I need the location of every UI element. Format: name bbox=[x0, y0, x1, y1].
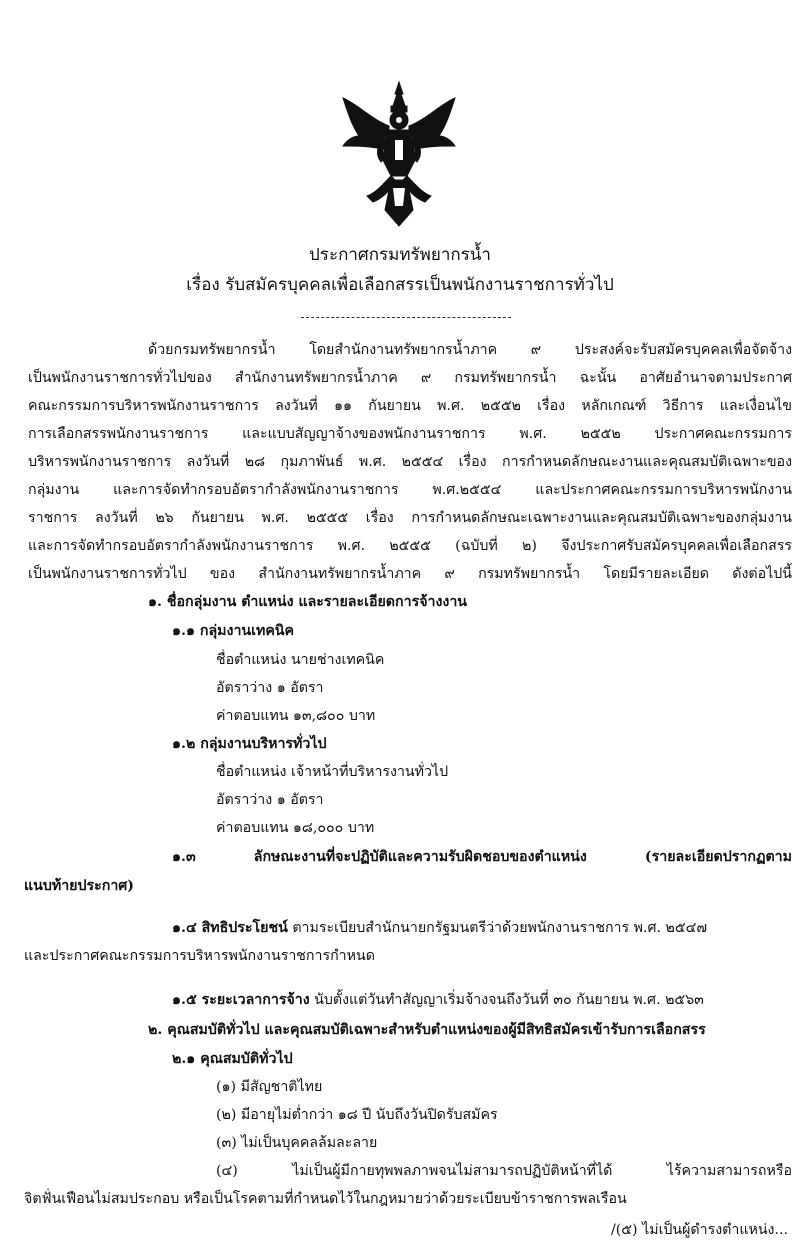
group2-heading: ๑.๒ กลุ่มงานบริหารทั่วไป bbox=[172, 736, 327, 752]
group2-position: ชื่อตำแหน่ง เจ้าหน้าที่บริหารงานทั่วไป bbox=[216, 764, 449, 780]
section2-heading: ๒. คุณสมบัติทั่วไป และคุณสมบัติเฉพาะสำหรับตำแหน่งของผู้มีสิทธิสมัครเข้ารับการเลือกสรร bbox=[148, 1022, 706, 1038]
qualification-item: (๔) ไม่เป็นผู้มีกายทุพพลภาพจนไม่สามารถปฏิบัติหน้าที่ได้ ไร้ความสามารถหรือ bbox=[216, 1163, 792, 1179]
group1-pay: ค่าตอบแทน ๑๓,๘๐๐ บาท bbox=[216, 708, 376, 724]
item15-label: ๑.๕ ระยะเวลาการจ้าง bbox=[172, 992, 310, 1008]
qualification-item-cont: จิตฟั่นเฟือนไม่สมประกอบ หรือเป็นโรคตามที่กำหนดไว้ในกฎหมายว่าด้วยระเบียบข้าราชการพลเรือน bbox=[24, 1191, 627, 1207]
item14-body: ตามระเบียบสำนักนายกรัฐมนตรีว่าด้วยพนักงานราชการ พ.ศ. ๒๕๔๗ bbox=[287, 920, 708, 936]
section2-sub-heading: ๒.๑ คุณสมบัติทั่วไป bbox=[172, 1051, 293, 1067]
intro-line: กลุ่มงาน และการจัดทำกรอบอัตรากำลังพนักงานราชการ พ.ศ.๒๕๕๔ และประกาศคณะกรรมการบริหารพนักงาน bbox=[28, 482, 792, 498]
title-divider bbox=[301, 317, 511, 318]
intro-line: เป็นพนักงานราชการทั่วไป ของ สำนักงานทรัพยากรน้ำภาค ๙ กรมทรัพยากรน้ำ โดยมีรายละเอียด ดังต่อไปนี้ bbox=[28, 566, 792, 582]
item14-text bbox=[172, 918, 707, 938]
item13-text-cont: แนบท้ายประกาศ) bbox=[24, 878, 135, 894]
qualification-item: (๒) มีอายุไม่ต่ำกว่า ๑๘ ปี นับถึงวันปิดรับสมัคร bbox=[216, 1107, 498, 1123]
item15-text bbox=[172, 990, 704, 1010]
announcement-subject: เรื่อง รับสมัครบุคคลเพื่อเลือกสรรเป็นพนักงานราชการทั่วไป bbox=[186, 275, 614, 295]
intro-line: การเลือกสรรพนักงานราชการ และแบบสัญญาจ้างของพนักงานราชการ พ.ศ. ๒๕๕๒ ประกาศคณะกรรมการ bbox=[28, 426, 792, 442]
section1-heading: ๑. ชื่อกลุ่มงาน ตำแหน่ง และรายละเอียดการจ้างงาน bbox=[148, 594, 467, 610]
item14-text-cont: และประกาศคณะกรรมการบริหารพนักงานราชการกำหนด bbox=[24, 948, 375, 964]
item13-text: ๑.๓ ลักษณะงานที่จะปฏิบัติและความรับผิดชอบของตำแหน่ง (รายละเอียดปรากฏตาม bbox=[172, 849, 792, 865]
group2-vacancy: อัตราว่าง ๑ อัตรา bbox=[216, 792, 324, 808]
intro-line: และการจัดทำกรอบอัตรากำลังพนักงานราชการ พ.ศ. ๒๕๕๕ (ฉบับที่ ๒) จึงประกาศรับสมัครบุคคลเพื่อเลือกสรร bbox=[28, 538, 792, 554]
group2-pay: ค่าตอบแทน ๑๘,๐๐๐ บาท bbox=[216, 820, 375, 836]
continuation-note: /(๕) ไม่เป็นผู้ดำรงตำแหน่ง... bbox=[610, 1222, 788, 1238]
intro-line: ราชการ ลงวันที่ ๒๖ กันยายน พ.ศ. ๒๕๕๕ เรื่อง การกำหนดลักษณะเฉพาะงานและคุณสมบัติเฉพาะของกลุ่มงาน bbox=[28, 510, 792, 526]
garuda-emblem-icon bbox=[337, 80, 461, 228]
item15-body: นับตั้งแต่วันทำสัญญาเริ่มจ้างจนถึงวันที่ ๓๐ กันยายน พ.ศ. ๒๕๖๓ bbox=[309, 992, 704, 1008]
qualification-item: (๑) มีสัญชาติไทย bbox=[216, 1079, 323, 1095]
qualification-item: (๓) ไม่เป็นบุคคลล้มละลาย bbox=[216, 1135, 378, 1151]
group1-vacancy: อัตราว่าง ๑ อัตรา bbox=[216, 680, 324, 696]
group1-heading: ๑.๑ กลุ่มงานเทคนิค bbox=[172, 623, 295, 639]
intro-line: เป็นพนักงานราชการทั่วไปของ สำนักงานทรัพยากรน้ำภาค ๙ กรมทรัพยากรน้ำ ฉะนั้น อาศัยอำนาจตามประกาศ bbox=[28, 370, 792, 386]
group1-position: ชื่อตำแหน่ง นายช่างเทคนิค bbox=[216, 652, 385, 668]
announcement-title: ประกาศกรมทรัพยากรน้ำ bbox=[309, 245, 491, 265]
intro-line: บริหารพนักงานราชการ ลงวันที่ ๒๘ กุมภาพันธ์ พ.ศ. ๒๕๕๔ เรื่อง การกำหนดลักษณะงานและคุณสมบัติเฉพาะของ bbox=[28, 454, 792, 470]
intro-line: คณะกรรมการบริหารพนักงานราชการ ลงวันที่ ๑๑ กันยายน พ.ศ. ๒๕๕๒ เรื่อง หลักเกณฑ์ วิธีการ และเงื่อนไข bbox=[28, 398, 792, 414]
item14-label: ๑.๔ สิทธิประโยชน์ bbox=[172, 920, 288, 936]
intro-line: ด้วยกรมทรัพยากรน้ำ โดยสำนักงานทรัพยากรน้ำภาค ๙ ประสงค์จะรับสมัครบุคคลเพื่อจัดจ้าง bbox=[148, 342, 792, 358]
